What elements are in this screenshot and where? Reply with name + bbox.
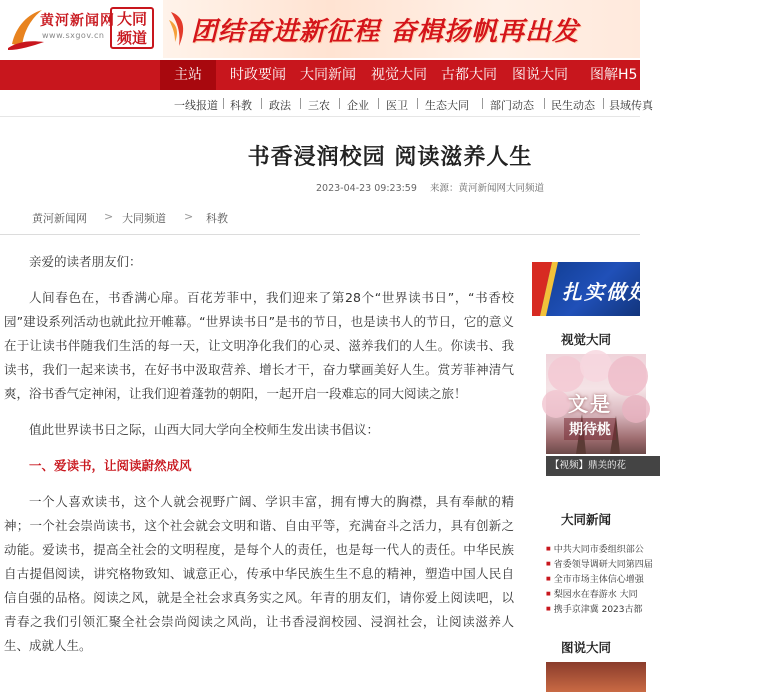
subnav-item-agriculture[interactable]: 三农 (308, 99, 330, 112)
subnav-item-departments[interactable]: 部门动态 (490, 99, 534, 112)
nav-item-h5[interactable]: 图解H5 (590, 67, 638, 83)
nav-item-politics[interactable]: 时政要闻 (230, 67, 286, 83)
logo-text: 黄河新闻网 (40, 13, 115, 29)
nav-item-ancient-capital[interactable]: 古都大同 (441, 67, 497, 83)
subnav-divider (300, 98, 301, 109)
logo-url: www.sxgov.cn (42, 31, 105, 40)
subnav-divider (261, 98, 262, 109)
sidebar-title-news: 大同新闻 (560, 512, 611, 527)
article-paragraph: 值此世界读书日之际，山西大同大学向全校师生发出读书倡议： (29, 422, 380, 437)
article-meta (316, 180, 554, 194)
subnav-divider (223, 98, 224, 109)
sidebar-photo-thumbnail[interactable] (546, 662, 646, 692)
photo-caption[interactable]: 【视频】鼎美的花 (546, 456, 660, 476)
subnav-item-health[interactable]: 医卫 (386, 99, 408, 112)
sidebar-banner-text: 扎实做好 (562, 280, 650, 304)
list-item[interactable]: ■ 全市市场主体信心增强 (546, 572, 646, 587)
breadcrumb-item-site[interactable]: 黄河新闻网 (32, 212, 87, 225)
header-banner (0, 0, 640, 58)
site-logo[interactable] (6, 4, 115, 52)
article-paragraph: 一个人喜欢读书，这个人就会视野广阔、学识丰富，拥有博大的胸襟，具有奉献的精神；一个社会崇尚读书，这个社会就会文明和谐、自由平等，充满奋斗之活力，具有创新之动能。爱读书，提高全社会的文明程度，是每个人的责任，也是每一代人的责任。中华民族自古提倡阅读，讲究格物致知、诚意正心，传承中华民族生生不息的精神，塑造中国人民自信自强的品格。阅读之风，就是全社会求真务实之风。年青的朋友们，请你爱上阅读吧，以青春之我们引领汇聚全社会崇尚阅读之风尚，让书香浸润校园、浸润社会，让阅读滋养人生、成就人生。 (4, 494, 514, 653)
subnav-divider (378, 98, 379, 109)
sidebar-photo[interactable] (546, 354, 646, 454)
sidebar-promo-banner[interactable] (532, 262, 650, 316)
article-greeting: 亲爱的读者朋友们： (29, 254, 142, 269)
subnav-divider (544, 98, 545, 109)
breadcrumb-separator: > (104, 210, 114, 223)
channel-badge-line2: 频道 (116, 29, 147, 47)
sidebar-title-visual: 视觉大同 (560, 332, 611, 347)
article-section-heading: 一、爱读书，让阅读蔚然成风 (29, 458, 192, 473)
subnav-divider (603, 98, 604, 109)
article-source: 来源：黄河新闻网大同频道 (429, 183, 544, 194)
slogan-text: 团结奋进新征程 奋楫扬帆再出发 (191, 17, 580, 47)
photo-overlay-text: 期待桃 (564, 418, 616, 440)
photo-overlay-text: 文是 (568, 392, 612, 416)
subnav-divider (339, 98, 340, 109)
subnav-item-county[interactable]: 县域传真 (609, 99, 653, 112)
subnav-item-ecology[interactable]: 生态大同 (425, 99, 469, 112)
main-nav (0, 60, 640, 90)
nav-item-datong-news[interactable]: 大同新闻 (300, 67, 356, 83)
subnav-item-livelihood[interactable]: 民生动态 (551, 99, 595, 112)
breadcrumb (0, 200, 640, 235)
list-item[interactable]: ■ 梨园水在春游水 大同 (546, 587, 646, 602)
list-item[interactable]: ■ 携手京津冀 2023古都 (546, 602, 646, 617)
nav-item-photo[interactable]: 图说大同 (512, 67, 568, 83)
subnav-divider (417, 98, 418, 109)
nav-item-visual[interactable]: 视觉大同 (371, 67, 427, 83)
channel-badge[interactable] (110, 7, 154, 49)
sub-nav (0, 90, 653, 117)
article-body (4, 250, 514, 670)
flag-stripe-icon (532, 262, 562, 316)
article-title: 书香浸润校园 阅读滋养人生 (247, 145, 533, 170)
subnav-item-enterprise[interactable]: 企业 (347, 99, 369, 112)
breadcrumb-item-category[interactable]: 科教 (206, 212, 228, 225)
list-item[interactable]: ■ 中共大同市委组织部公 (546, 542, 646, 557)
breadcrumb-separator: > (184, 210, 194, 223)
breadcrumb-item-channel[interactable]: 大同频道 (122, 212, 166, 225)
article-date: 2023-04-23 09:23:59 (316, 183, 417, 194)
sidebar-news-list (546, 542, 653, 617)
subnav-item-science-edu[interactable]: 科教 (230, 99, 252, 112)
subnav-item-frontline[interactable]: 一线报道 (174, 99, 218, 112)
subnav-item-law[interactable]: 政法 (269, 99, 291, 112)
slogan-banner (163, 0, 640, 58)
nav-item-home[interactable]: 主站 (160, 60, 216, 90)
list-item[interactable]: ■ 省委领导调研大同第四届 (546, 557, 646, 572)
sidebar-title-photo: 图说大同 (560, 640, 611, 655)
article-paragraph: 人间春色在，书香满心扉。百花芳菲中，我们迎来了第28个“世界读书日”，“书香校园”建设系列活动也就此拉开帷幕。“世界读书日”是书的节日，也是读书人的节日，它的意义在于让读书伴随我们生活的每一天，让文明净化我们的心灵、滋养我们的人生。你读书、我读书，我们一起来读书，在好书中汲取营养、增长才干，奋力擘画美好人生。赏芳菲神清气爽，浴书香气定神闲，让我们迎着蓬勃的朝阳，一起开启一段难忘的同大阅读之旅！ (4, 290, 514, 401)
ribbon-icon (167, 6, 191, 50)
subnav-divider (482, 98, 483, 109)
channel-badge-line1: 大同 (116, 10, 147, 28)
